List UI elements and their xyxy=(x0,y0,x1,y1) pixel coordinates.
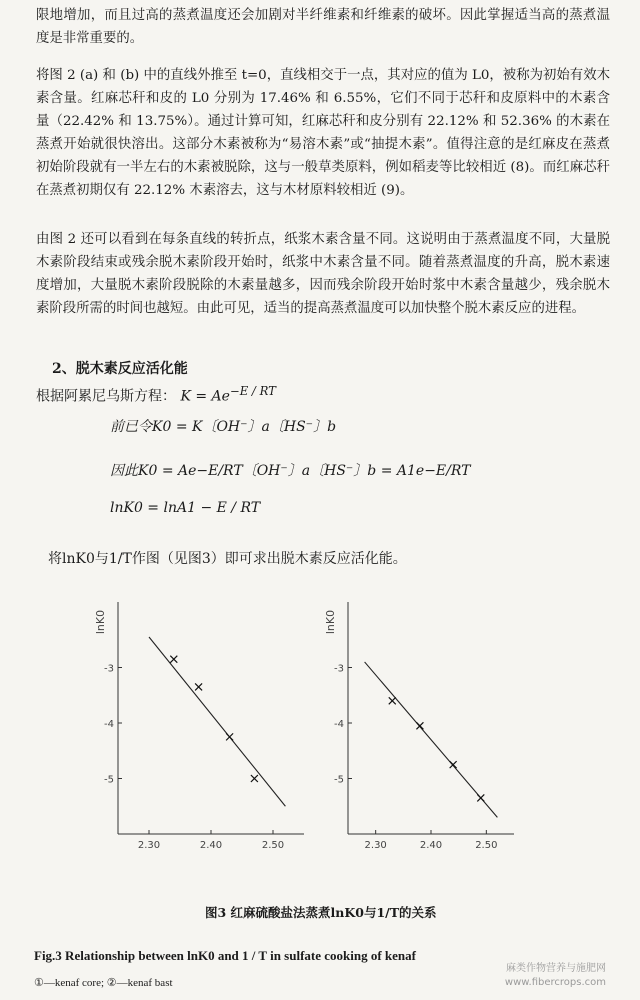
figure-caption-en: Fig.3 Relationship between lnK0 and 1 / T in sulfate cooking of kenaf xyxy=(34,948,416,963)
arrhenius-label: 根据阿累尼乌斯方程： xyxy=(36,388,176,405)
section-heading: 2、脱木素反应活化能 xyxy=(52,361,188,377)
data-point-marker xyxy=(195,683,202,690)
figure-legend: ①—kenaf core; ②—kenaf bast xyxy=(34,977,173,989)
paragraph-1: 将图 2 (a) 和 (b) 中的直线外推至 t=0，直线相交于一点，其对应的值为 L0，被称为初始有效木素含量。红麻芯秆和皮的 L0 分别为 17.46% 和 6.55%，它们不同于芯秆和皮原料中的木素含量（22.42% 和 13.75%）。通过计算可知，红麻芯秆和皮分别有 22.12% 和 52.36% 的木素在蒸煮开始就很快溶出。这部分木素被称为“易溶木素”或“抽提木素”。值得注意的是红麻皮在蒸煮初始阶段就有一半左右的木素被脱除，这与一般草类原料，例如稻麦等比较相近 (8)。而红麻芯秆在蒸煮初期仅有 22.12% 木素溶去，这与木材原料较相近 (9)。 xyxy=(36,68,610,198)
data-point-marker xyxy=(251,775,258,782)
equation-k0-definition: 前已令K0 = K〔OH⁻〕a〔HS⁻〕b xyxy=(110,419,337,435)
arrhenius-exponent: −E / RT xyxy=(229,384,276,398)
data-point-marker xyxy=(450,761,457,768)
y-tick-label: -4 xyxy=(104,719,114,730)
fit-line xyxy=(365,662,498,817)
data-point-marker xyxy=(170,656,177,663)
site-watermark xyxy=(505,962,606,990)
equation-ln-k0: lnK0 = lnA1 − E / RT xyxy=(110,500,261,516)
plot-instruction: 将lnK0与1/T作图（见图3）即可求出脱木素反应活化能。 xyxy=(48,551,407,567)
x-tick-label: 2.50 xyxy=(475,840,498,851)
fit-line xyxy=(149,637,285,806)
figure-caption-cn: 图3 红麻硫酸盐法蒸煮lnK0与1/T的关系 xyxy=(205,905,437,920)
data-point-marker xyxy=(477,794,484,801)
data-point-marker xyxy=(389,697,396,704)
y-tick-label: -3 xyxy=(104,663,114,675)
paragraph-2: 由图 2 还可以看到在每条直线的转折点，纸浆木素含量不同。这说明由于蒸煮温度不同，大量脱木素阶段结束或残余脱木素阶段开始时，纸浆中木素含量不同。随着蒸煮温度的升高，脱木素速度增加，大量脱木素阶段脱除的木素量越多，因而残余阶段开始时浆中木素含量越少，残余脱木素阶段所需的时间也越短。由此可见，适当的提高蒸煮温度可以加快整个脱木素反应的进程。 xyxy=(36,232,610,316)
paragraph-0: 限地增加，而且过高的蒸煮温度还会加剧对半纤维素和纤维素的破坏。因此掌握适当高的蒸煮温度是非常重要的。 xyxy=(36,8,610,46)
equation-k0-expanded: 因此K0 = Ae−E/RT〔OH⁻〕a〔HS⁻〕b = A1e−E/RT xyxy=(110,463,471,479)
x-tick-label: 2.30 xyxy=(364,840,387,851)
watermark-line-2: www.fibercrops.com xyxy=(504,977,606,988)
x-tick-label: 2.50 xyxy=(261,840,285,851)
data-point-marker xyxy=(226,733,233,740)
y-tick-label: -5 xyxy=(104,774,114,786)
y-tick-label: -4 xyxy=(334,719,344,730)
chart-kenaf-core xyxy=(90,586,310,906)
chart-kenaf-bast xyxy=(320,586,520,906)
y-axis-label: lnK0 xyxy=(324,609,337,635)
x-tick-label: 2.40 xyxy=(419,840,443,851)
y-tick-label: -3 xyxy=(334,663,344,675)
y-axis-label: lnK0 xyxy=(94,609,107,635)
data-point-marker xyxy=(416,722,423,729)
x-tick-label: 2.40 xyxy=(199,840,223,851)
y-tick-label: -5 xyxy=(334,774,344,786)
arrhenius-formula: K = Ae xyxy=(180,388,230,405)
watermark-line-1: 麻类作物营养与施肥网 xyxy=(506,963,606,974)
arrhenius-equation xyxy=(36,384,276,406)
x-tick-label: 2.30 xyxy=(137,840,161,851)
